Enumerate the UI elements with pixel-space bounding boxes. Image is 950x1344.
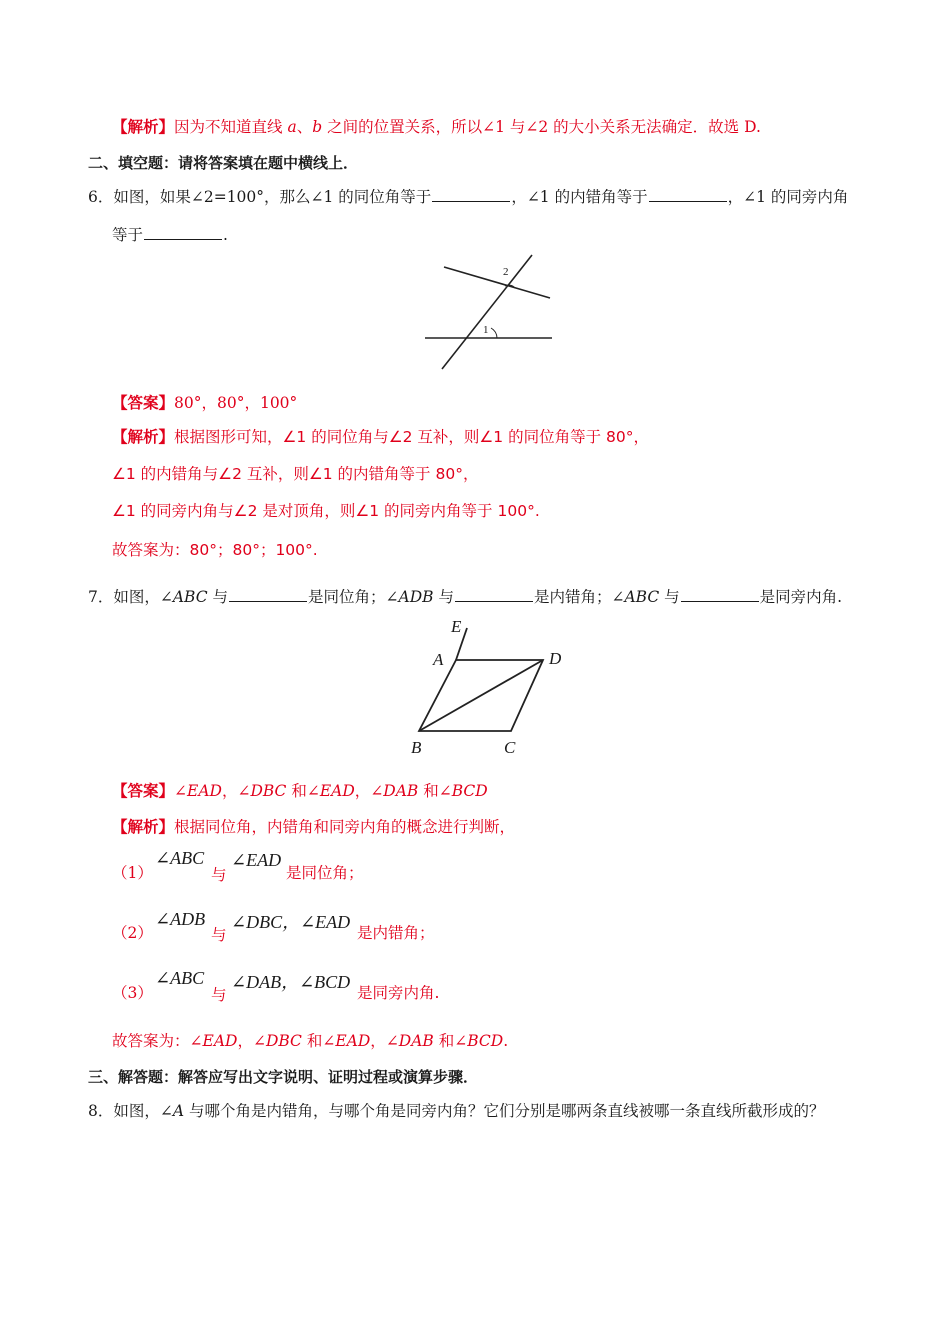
item-3-number: （3） [112,984,153,1002]
blank-1 [432,187,510,202]
answer-angle: ∠DBC [237,782,287,800]
final-angle: ∠DAB [385,1032,434,1050]
analysis-text: 因为不知道直线 [174,118,288,136]
blank-5 [455,587,533,602]
answer-tag: 【答案】 [112,393,175,412]
and-text: 和 [286,782,307,800]
label-e: E [451,617,462,636]
q6-text-d: 等于 [112,226,144,244]
blank-6 [681,587,759,602]
separator: ， [237,1032,253,1050]
final-angle: ∠EAD [189,1032,238,1050]
q6-text-a: 6．如图，如果∠2=100°，那么∠1 的同位角等于 [88,188,432,206]
item-1-with: 与 [211,866,227,884]
analysis-tag: 【解析】 [112,117,175,136]
label-a: A [433,650,444,669]
separator: 、 [296,118,313,136]
transversal-line [442,255,532,369]
final-end: . [503,1032,509,1050]
answer-angle: ∠DAB [370,782,419,800]
q6-question-line1 [88,186,848,208]
item-3-tail: 是同旁内角. [357,984,440,1002]
analysis-text-end: 之间的位置关系，所以∠1 与∠2 的大小关系无法确定．故选 D. [322,118,761,136]
line-top [444,267,550,298]
answer-angle: ∠EAD [174,782,222,800]
analysis-tag: 【解析】 [112,817,175,836]
final-angle: ∠BCD [454,1032,504,1050]
q8-number: 8．如图， [88,1102,160,1120]
label-2: 2 [503,266,509,278]
answer-text: 80°，80°，100° [174,394,298,412]
item-1-tail: 是同位角； [286,864,364,882]
separator: ， [221,782,238,800]
with-text: 与 [207,588,229,606]
q7-text-end: 是同旁内角. [759,588,843,606]
q8-question [88,1100,825,1122]
and-text: 和 [301,1032,323,1050]
q6-analysis-line2: ∠1 的内错角与∠2 互补，则∠1 的内错角等于 80°， [112,465,479,483]
label-b: B [411,738,422,757]
var-b: b [312,118,323,136]
item-2-angle-top: ∠ADB [155,909,206,929]
section-title-fill-blank: 二、填空题：请将答案填在题中横线上． [88,154,359,172]
var-a: a [287,118,297,136]
and-text: 和 [433,1032,455,1050]
q6-answer [112,392,297,414]
final-prefix: 故答案为： [112,1032,190,1050]
q7-final-answer [112,1030,508,1052]
q6-figure [420,252,560,374]
blank-2 [649,187,727,202]
analysis-tag: 【解析】 [112,428,175,446]
item-1-angle-top: ∠ABC [155,848,205,868]
angle-abc: ∠ABC [611,588,660,606]
analysis-text: 根据图形可知，∠1 的同位角与∠2 互补，则∠1 的同位角等于 80°， [174,428,649,446]
item-2-tail: 是内错角； [357,924,435,942]
q6-text-b: ，∠1 的内错角等于 [511,188,648,206]
separator: ， [370,1032,386,1050]
item-2-with: 与 [211,926,227,944]
answer-angle: ∠BCD [438,782,488,800]
q6-analysis-line1 [112,426,649,448]
item-3-with: 与 [211,986,227,1004]
q6-analysis-line4: 故答案为：80°；80°；100°. [112,541,318,559]
q7-analysis [112,816,515,838]
q8-text: 与哪个角是内错角，与哪个角是同旁内角？它们分别是哪两条直线被哪一条直线所截形成的？ [184,1102,825,1120]
q7-number: 7．如图， [88,588,160,606]
label-1: 1 [483,324,489,336]
item-1-number: （1） [112,864,153,882]
analysis-text: 根据同位角，内错角和同旁内角的概念进行判断， [174,818,516,836]
q5-analysis [112,116,761,138]
q7-figure [405,612,575,762]
blank-4 [229,587,307,602]
final-angle: ∠EAD [322,1032,371,1050]
and-text: 和 [418,782,439,800]
q6-text-e: . [223,226,228,244]
q6-question-line2 [112,224,228,246]
item-1-angle-second: ∠EAD [231,850,282,870]
angle-1-arc [491,328,497,338]
final-angle: ∠DBC [252,1032,302,1050]
label-c: C [504,738,516,757]
section-title-solve: 三、解答题：解答应写出文字说明、证明过程或演算步骤． [88,1068,479,1086]
q7-text: 是同位角； [308,588,386,606]
label-d: D [549,649,562,668]
q6-analysis-line3: ∠1 的同旁内角与∠2 是对顶角，则∠1 的同旁内角等于 100°. [112,502,540,520]
blank-3 [144,225,222,240]
item-2-angle-second: ∠DBC，∠EAD [231,912,351,932]
with-text: 与 [659,588,680,606]
answer-angle: ∠EAD [306,782,355,800]
answer-tag: 【答案】 [112,781,175,800]
with-text: 与 [433,588,454,606]
q7-answer [112,780,488,802]
item-3-angle-top: ∠ABC [155,968,205,988]
q7-text: 是内错角； [533,588,612,606]
angle-a: ∠A [159,1102,185,1120]
separator: ， [354,782,371,800]
q6-text-c: ，∠1 的同旁内角 [727,188,849,206]
angle-abc: ∠ABC [159,588,208,606]
angle-adb: ∠ADB [385,588,434,606]
q7-question [88,586,842,608]
item-2-number: （2） [112,924,153,942]
item-3-angle-second: ∠DAB，∠BCD [231,972,351,992]
